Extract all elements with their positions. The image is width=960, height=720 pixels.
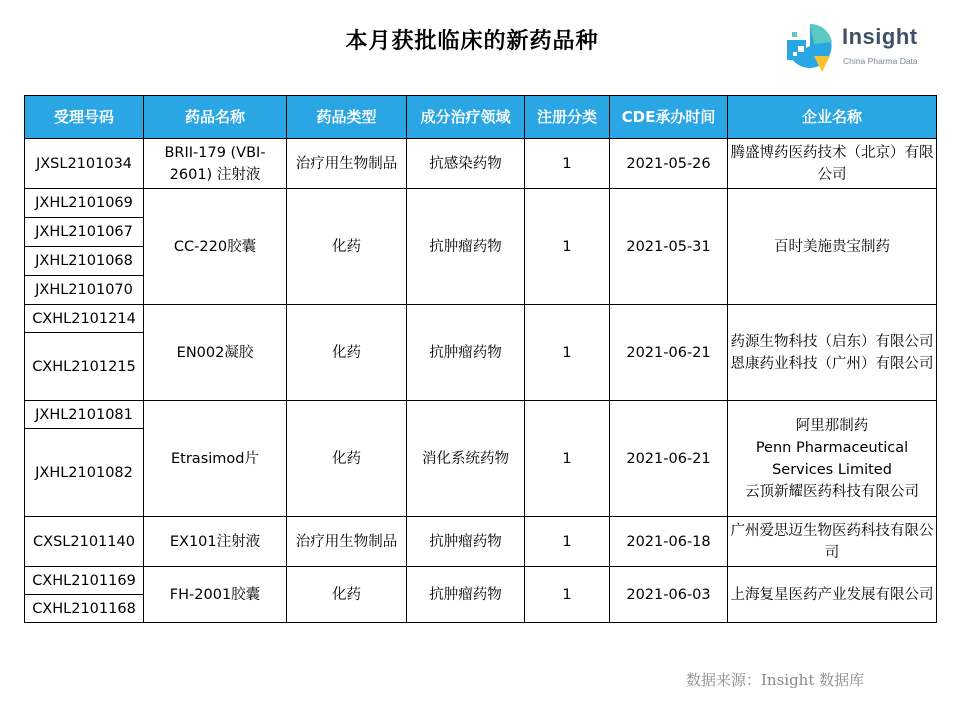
drug-type-cell: 化药 — [287, 305, 407, 401]
header-drug-name: 药品名称 — [144, 96, 287, 139]
table-row — [25, 305, 937, 333]
data-source-note: 数据来源：Insight 数据库 — [686, 671, 865, 689]
acceptance-number-cell: JXHL2101081 — [25, 401, 144, 429]
header-cde-date: CDE承办时间 — [610, 96, 728, 139]
drug-name-cell: Etrasimod片 — [144, 401, 287, 517]
cde-date-cell: 2021-06-21 — [610, 401, 728, 517]
logo-subtitle: China Pharma Data — [843, 56, 918, 66]
company-name: 腾盛博药医药技术（北京）有限公司 — [730, 144, 934, 183]
company-cell — [728, 305, 937, 401]
header-therapeutic-area: 成分治疗领域 — [407, 96, 525, 139]
therapeutic-area-cell: 抗感染药物 — [407, 139, 525, 189]
acceptance-number-cell: CXHL2101214 — [25, 305, 144, 333]
registration-class-cell: 1 — [525, 517, 610, 567]
acceptance-number-cell: JXSL2101034 — [25, 139, 144, 189]
company-cell — [728, 567, 937, 623]
table-row — [25, 517, 937, 567]
table-row — [25, 401, 937, 429]
registration-class-cell: 1 — [525, 139, 610, 189]
acceptance-number-cell: CXHL2101169 — [25, 567, 144, 595]
company-name: 百时美施贵宝制药 — [774, 238, 890, 255]
drug-type-cell: 治疗用生物制品 — [287, 139, 407, 189]
drug-name-cell: BRII-179 (VBI-2601) 注射液 — [144, 139, 287, 189]
insight-logo-mark-icon — [784, 20, 840, 76]
therapeutic-area-cell: 抗肿瘤药物 — [407, 567, 525, 623]
registration-class-cell: 1 — [525, 567, 610, 623]
cde-date-cell: 2021-05-26 — [610, 139, 728, 189]
company-cell — [728, 139, 937, 189]
drug-type-cell: 化药 — [287, 189, 407, 305]
drug-type-cell: 治疗用生物制品 — [287, 517, 407, 567]
cde-date-cell: 2021-06-18 — [610, 517, 728, 567]
company-name: 阿里那制药 — [795, 417, 869, 434]
drug-name-cell: FH-2001胶囊 — [144, 567, 287, 623]
table-row — [25, 139, 937, 189]
company-name: 恩康药业科技（广州）有限公司 — [730, 355, 934, 372]
table-row — [25, 567, 937, 595]
drug-name-cell: CC-220胶囊 — [144, 189, 287, 305]
company-name: 广州爱思迈生物医药科技有限公司 — [730, 522, 934, 561]
header-acceptance-number: 受理号码 — [25, 96, 144, 139]
table-header-row — [25, 96, 937, 139]
cde-date-cell: 2021-06-21 — [610, 305, 728, 401]
company-name: 上海复星医药产业发展有限公司 — [730, 586, 934, 603]
drug-type-cell: 化药 — [287, 567, 407, 623]
company-name: Penn Pharmaceutical Services Limited — [755, 439, 909, 478]
acceptance-number-cell: JXHL2101070 — [25, 276, 144, 305]
drug-type-cell: 化药 — [287, 401, 407, 517]
therapeutic-area-cell: 抗肿瘤药物 — [407, 517, 525, 567]
registration-class-cell: 1 — [525, 401, 610, 517]
cde-date-cell: 2021-05-31 — [610, 189, 728, 305]
company-name: 云顶新耀医药科技有限公司 — [745, 483, 919, 500]
header-drug-type: 药品类型 — [287, 96, 407, 139]
registration-class-cell: 1 — [525, 189, 610, 305]
page-title: 本月获批临床的新药品种 — [345, 29, 599, 54]
acceptance-number-cell: JXHL2101068 — [25, 247, 144, 276]
therapeutic-area-cell: 抗肿瘤药物 — [407, 305, 525, 401]
company-cell — [728, 517, 937, 567]
header-company: 企业名称 — [728, 96, 937, 139]
drug-name-cell: EN002凝胶 — [144, 305, 287, 401]
registration-class-cell: 1 — [525, 305, 610, 401]
cde-date-cell: 2021-06-03 — [610, 567, 728, 623]
acceptance-number-cell: CXHL2101168 — [25, 595, 144, 623]
therapeutic-area-cell: 消化系统药物 — [407, 401, 525, 517]
acceptance-number-cell: JXHL2101082 — [25, 429, 144, 517]
acceptance-number-cell: JXHL2101067 — [25, 218, 144, 247]
company-name: 药源生物科技（启东）有限公司 — [730, 333, 934, 350]
insight-logo — [784, 20, 944, 76]
header-registration-class: 注册分类 — [525, 96, 610, 139]
logo-name: Insight — [842, 24, 918, 49]
acceptance-number-cell: CXHL2101215 — [25, 333, 144, 401]
table-row — [25, 189, 937, 218]
therapeutic-area-cell: 抗肿瘤药物 — [407, 189, 525, 305]
acceptance-number-cell: CXSL2101140 — [25, 517, 144, 567]
drug-approvals-table — [24, 95, 937, 623]
company-cell — [728, 189, 937, 305]
acceptance-number-cell: JXHL2101069 — [25, 189, 144, 218]
company-cell — [728, 401, 937, 517]
drug-name-cell: EX101注射液 — [144, 517, 287, 567]
